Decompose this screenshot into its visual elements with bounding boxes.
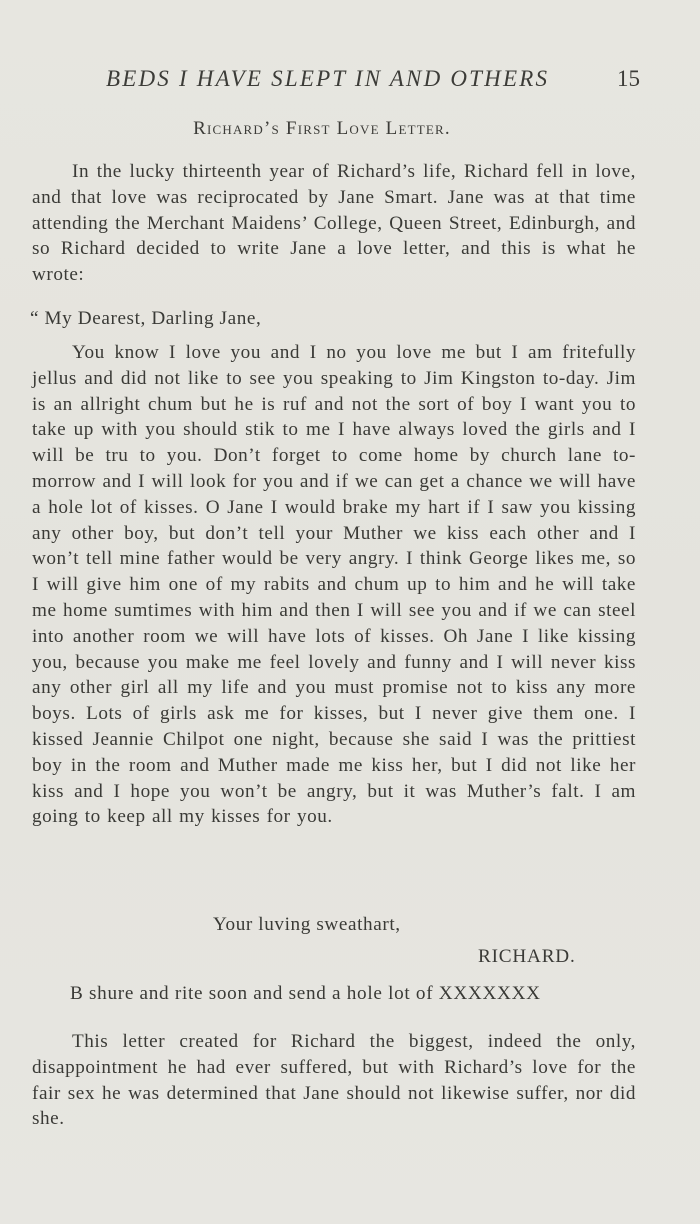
intro-text: In the lucky thirteenth year of Richard’s life, Richard fell in love, and that love was reciprocated by Jane Smart. Jane was at that time attending the Merchant Maidens’ College, Queen Street, Edinburgh, and so Richard decided to write Jane a love letter, and this is what he wrote: xyxy=(32,161,636,286)
intro-paragraph xyxy=(32,159,636,288)
letter-closing: Your luving sweathart, xyxy=(213,914,401,935)
closing-paragraph-text: This letter created for Richard the biggest, indeed the only, disappointment he had ever suffered, but with Richard’s love for the fair sex he was determined that Jane should not likewise suffer, nor did she. xyxy=(32,1031,636,1130)
section-title: Richard’s First Love Letter. xyxy=(193,118,451,139)
running-header xyxy=(0,64,700,98)
letter-salutation: “ My Dearest, Darling Jane, xyxy=(30,308,262,329)
letter-body-text: You know I love you and I no you love me but I am fritefully jellus and did not like to see you speaking to Jim Kingston to-day. Jim is an allright chum but he is ruf and not the sort of boy I want you to take up with you should stik to me I have always loved the girls and I will be tru to you. Don’t forget to come home by church lane to-morrow and I will look for you and if we can get a chance we will have a hole lot of kisses. O Jane I would brake my hart if I saw you kissing any other boy, but don’t tell your Muther we kiss each other and I won’t tell mine father would be very angry. I think George likes me, so I will give him one of my rabits and chum up to him and he will take me home sumtimes with him and then I will see you and if we can steel into another room we will have lots of kisses. Oh Jane I like kissing you, because you make me feel lovely and funny and I will never kiss any other girl all my life and you must promise not to kiss any more boys. Lots of girls ask me for kisses, but I never give them one. I kissed Jeannie Chilpot one night, because she said I was the prittiest boy in the room and Muther made me kiss her, but I did not like her kiss and I hope you won’t be angry, but it was Muther’s falt. I am going to keep all my kisses for you. xyxy=(32,342,636,828)
letter-body xyxy=(32,340,636,830)
running-title: BEDS I HAVE SLEPT IN AND OTHERS xyxy=(106,66,550,91)
letter-postscript: B shure and rite soon and send a hole lot of XXXXXXX xyxy=(70,983,541,1004)
page-number: 15 xyxy=(617,66,640,91)
closing-paragraph xyxy=(32,1029,636,1132)
letter-signature: RICHARD. xyxy=(478,946,576,967)
